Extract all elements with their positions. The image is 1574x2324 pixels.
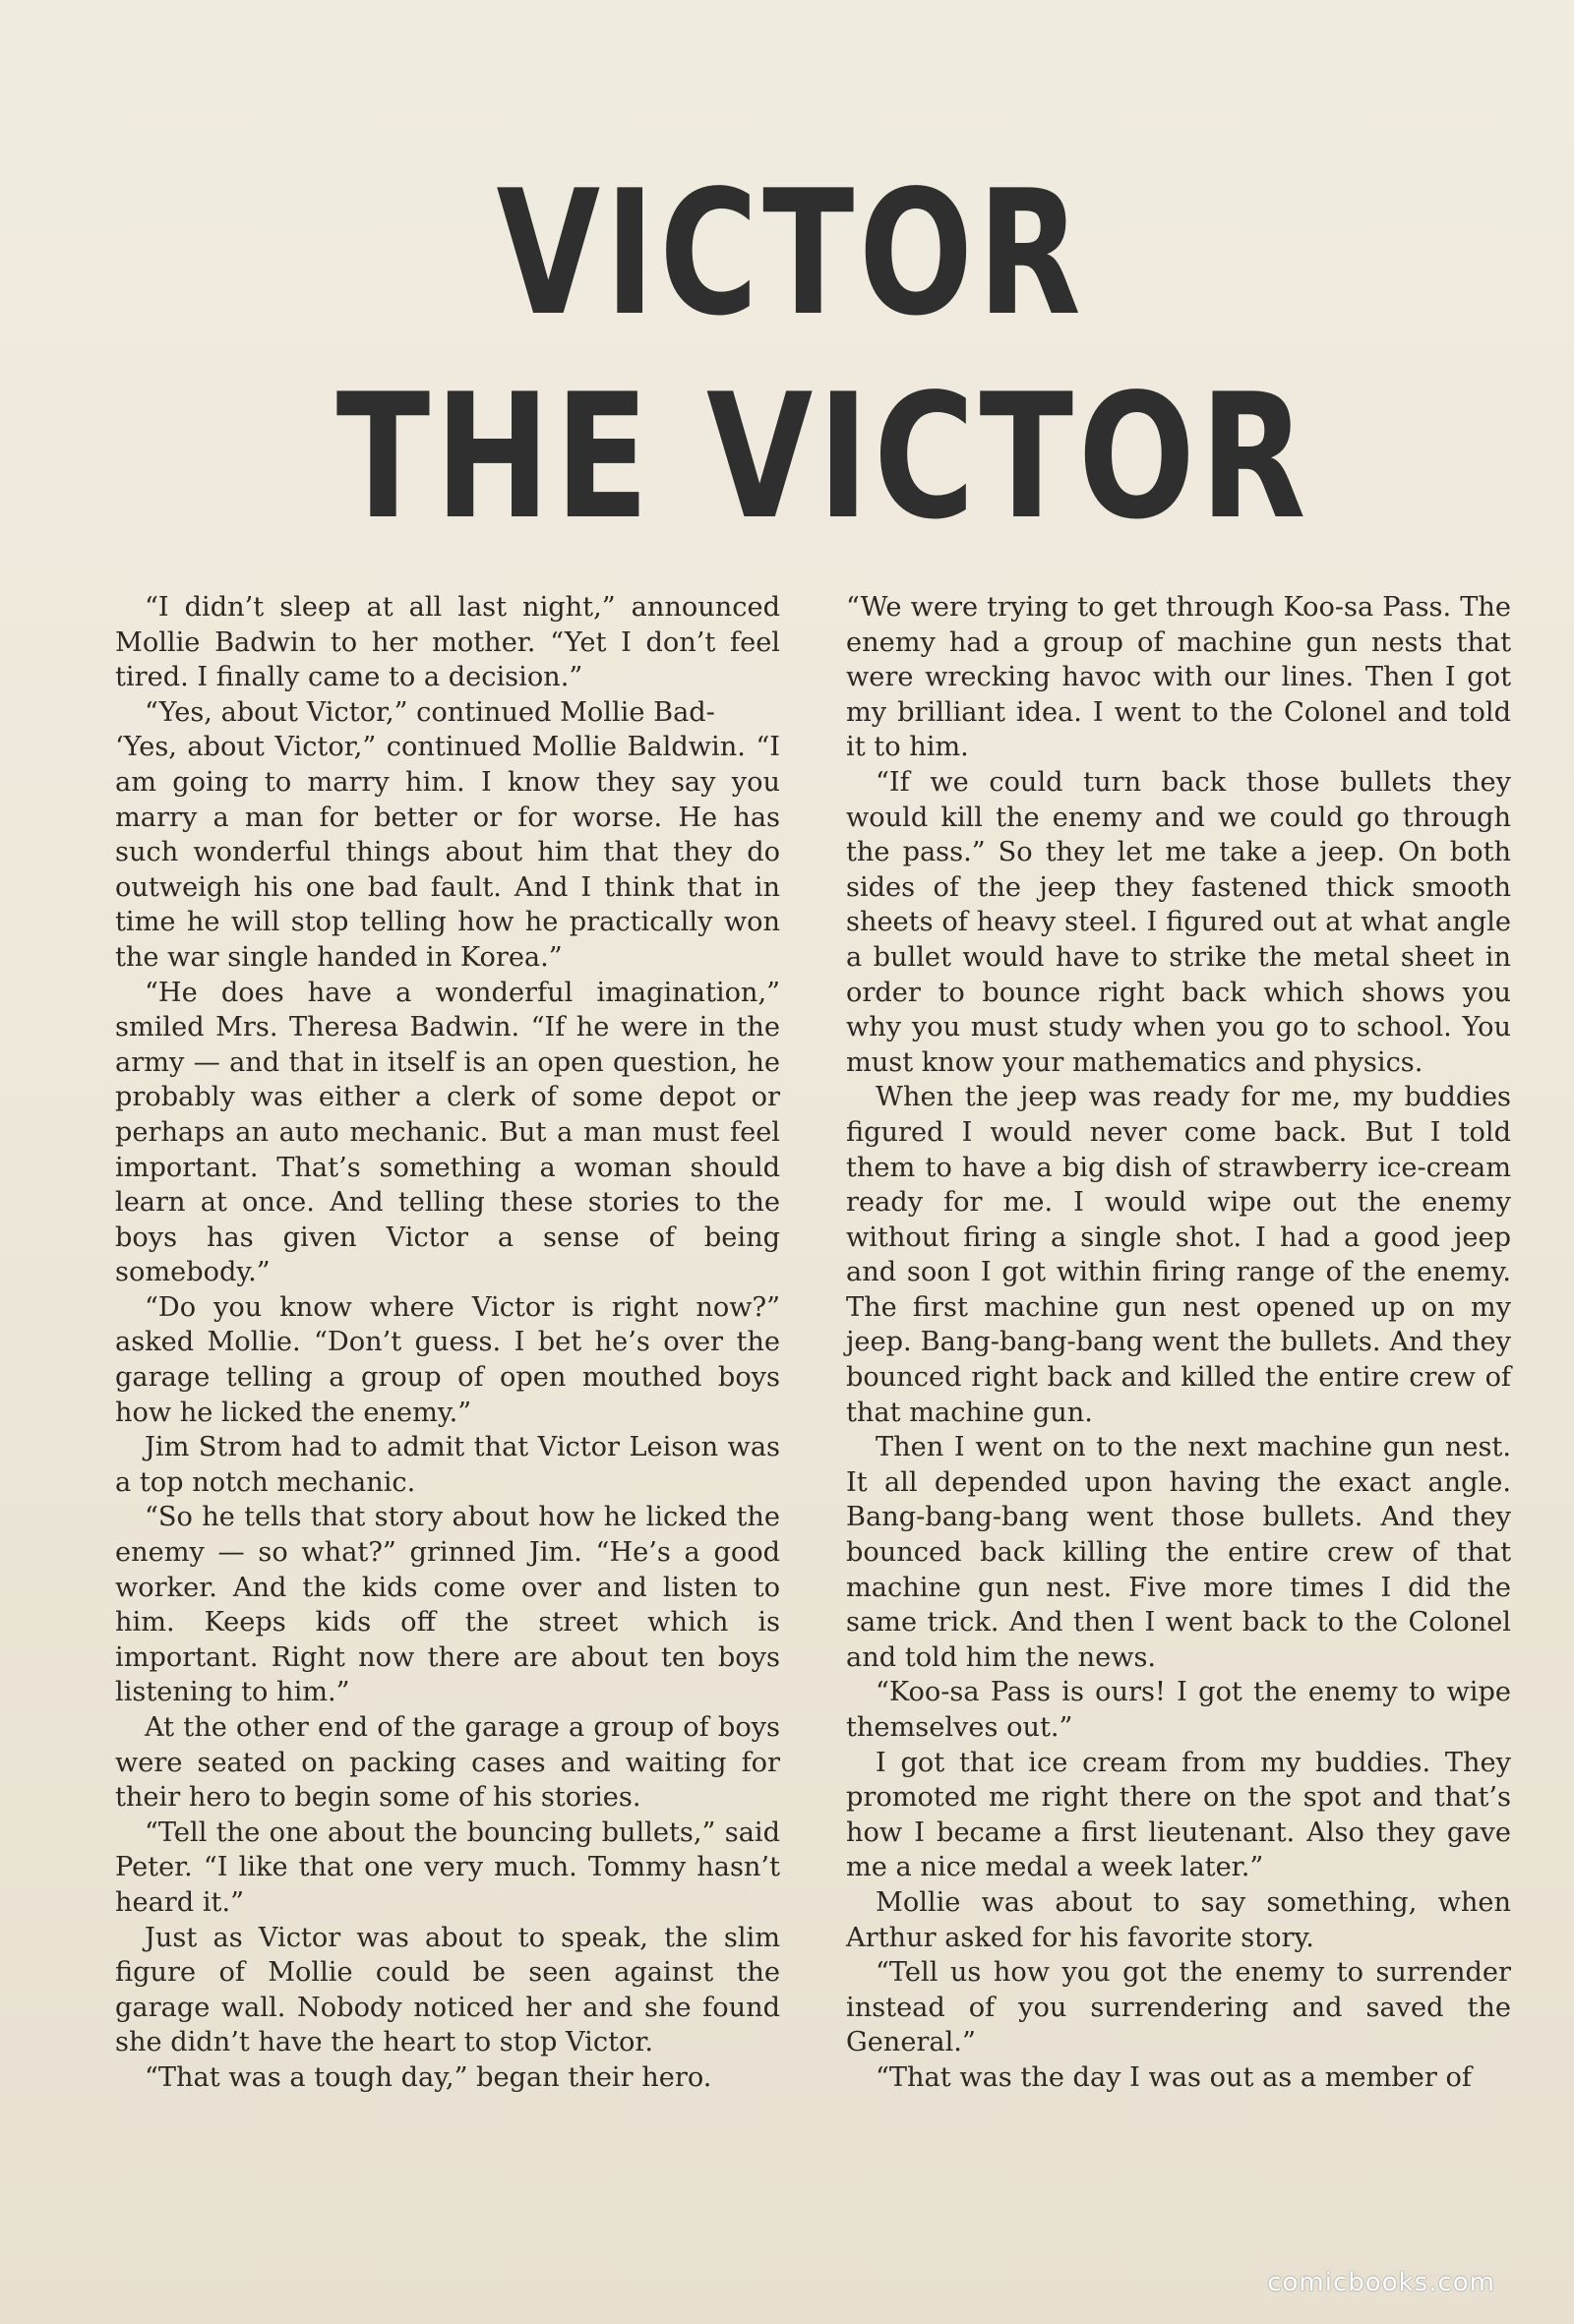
title-line-1: VICTOR (496, 154, 1086, 355)
paragraph: At the other end of the garage a group of boys were seated on packing cases and waiting for their hero to begin some of his stories. (115, 1712, 780, 1814)
paragraph: Jim Strom had to admit that Victor Leison was a top notch mechanic. (115, 1432, 780, 1498)
paragraph: I got that ice cream from my buddies. They promoted me right there on the spot and that’s how I became a first lieutenant. Also they gave me a nice medal a week later.” (846, 1747, 1511, 1883)
paragraph: “So he tells that story about how he licked the enemy — so what?” grinned Jim. “He’s a good worker. And the kids come over and listen to him. Keeps kids off the street which is important. Right now there are about ten boys listening to him.” (115, 1502, 780, 1708)
story-title (0, 154, 1574, 559)
left-text-column (115, 590, 780, 2096)
paragraph: “Tell the one about the bouncing bullets,” said Peter. “I like that one very much. Tommy hasn’t heard it.” (115, 1817, 780, 1918)
paragraph: Just as Victor was about to speak, the slim figure of Mollie could be seen against the garage wall. Nobody noticed her and she found she didn’t have the heart to stop Victor. (115, 1922, 780, 2058)
paragraph: “We were trying to get through Koo-sa Pass. The enemy had a group of machine gun nests that were wrecking havoc with our lines. Then I got my brilliant idea. I went to the Colonel and told it to him. (846, 592, 1511, 763)
right-text-column (846, 590, 1511, 2096)
paragraph: “Yes, about Victor,” continued Mollie Bad- (145, 696, 715, 728)
paragraph: “Koo-sa Pass is ours! I got the enemy to wipe themselves out.” (846, 1677, 1511, 1743)
title-line-2: THE VICTOR (335, 358, 1311, 559)
paragraph: “He does have a wonderful imagination,” smiled Mrs. Theresa Badwin. “If he were in the army — and that in itself is an open question, he probably was either a clerk of some depot or perhaps an auto mechanic. But a man must feel important. That’s something a woman should learn at once. And telling these stories to the boys has given Victor a sense of being somebody.” (115, 977, 780, 1288)
paragraph: “That was the day I was out as a member of (876, 2061, 1472, 2093)
paragraph: “Do you know where Victor is right now?” asked Mollie. “Don’t guess. I bet he’s over the garage telling a group of open mouthed boys how he licked the enemy.” (115, 1291, 780, 1428)
paragraph: “Tell us how you got the enemy to surrender instead of you surrendering and saved the General.” (846, 1957, 1511, 2058)
paragraph: ‘Yes, about Victor,” continued Mollie Baldwin. “I am going to marry him. I know they say you marry a man for better or for worse. He has such wonderful things about him that they do outweigh his one bad fault. And I think that in time he will stop telling how he practically won the war single handed in Korea.” (115, 732, 780, 973)
site-watermark: comicbooks.com (1267, 2268, 1495, 2297)
paragraph: Mollie was about to say something, when Arthur asked for his favorite story. (846, 1886, 1511, 1953)
paragraph: Then I went on to the next machine gun nest. It all depended upon having the exact angle. Bang-bang-bang went those bullets. And they bounced back killing the entire crew of that machine gun nest. Five more times I did the same trick. And then I went back to the Colonel and told him the news. (846, 1432, 1511, 1673)
paragraph: “I didn’t sleep at all last night,” announced Mollie Badwin to her mother. “Yet I don’t feel tired. I finally came to a decision.” (115, 592, 780, 693)
paragraph: When the jeep was ready for me, my buddies figured I would never come back. But I told them to have a big dish of strawberry ice-cream ready for me. I would wipe out the enemy without firing a single shot. I had a good jeep and soon I got within firing range of the enemy. The first machine gun nest opened up on my jeep. Bang-bang-bang went the bullets. And they bounced right back and killed the entire crew of that machine gun. (846, 1082, 1511, 1428)
paragraph: “If we could turn back those bullets they would kill the enemy and we could go through the pass.” So they let me take a jeep. On both sides of the jeep they fastened thick smooth sheets of heavy steel. I figured out at what angle a bullet would have to strike the metal sheet in order to bounce right back which shows you why you must study when you go to school. You must know your mathematics and physics. (846, 766, 1511, 1078)
paragraph: “That was a tough day,” began their hero. (145, 2061, 712, 2093)
